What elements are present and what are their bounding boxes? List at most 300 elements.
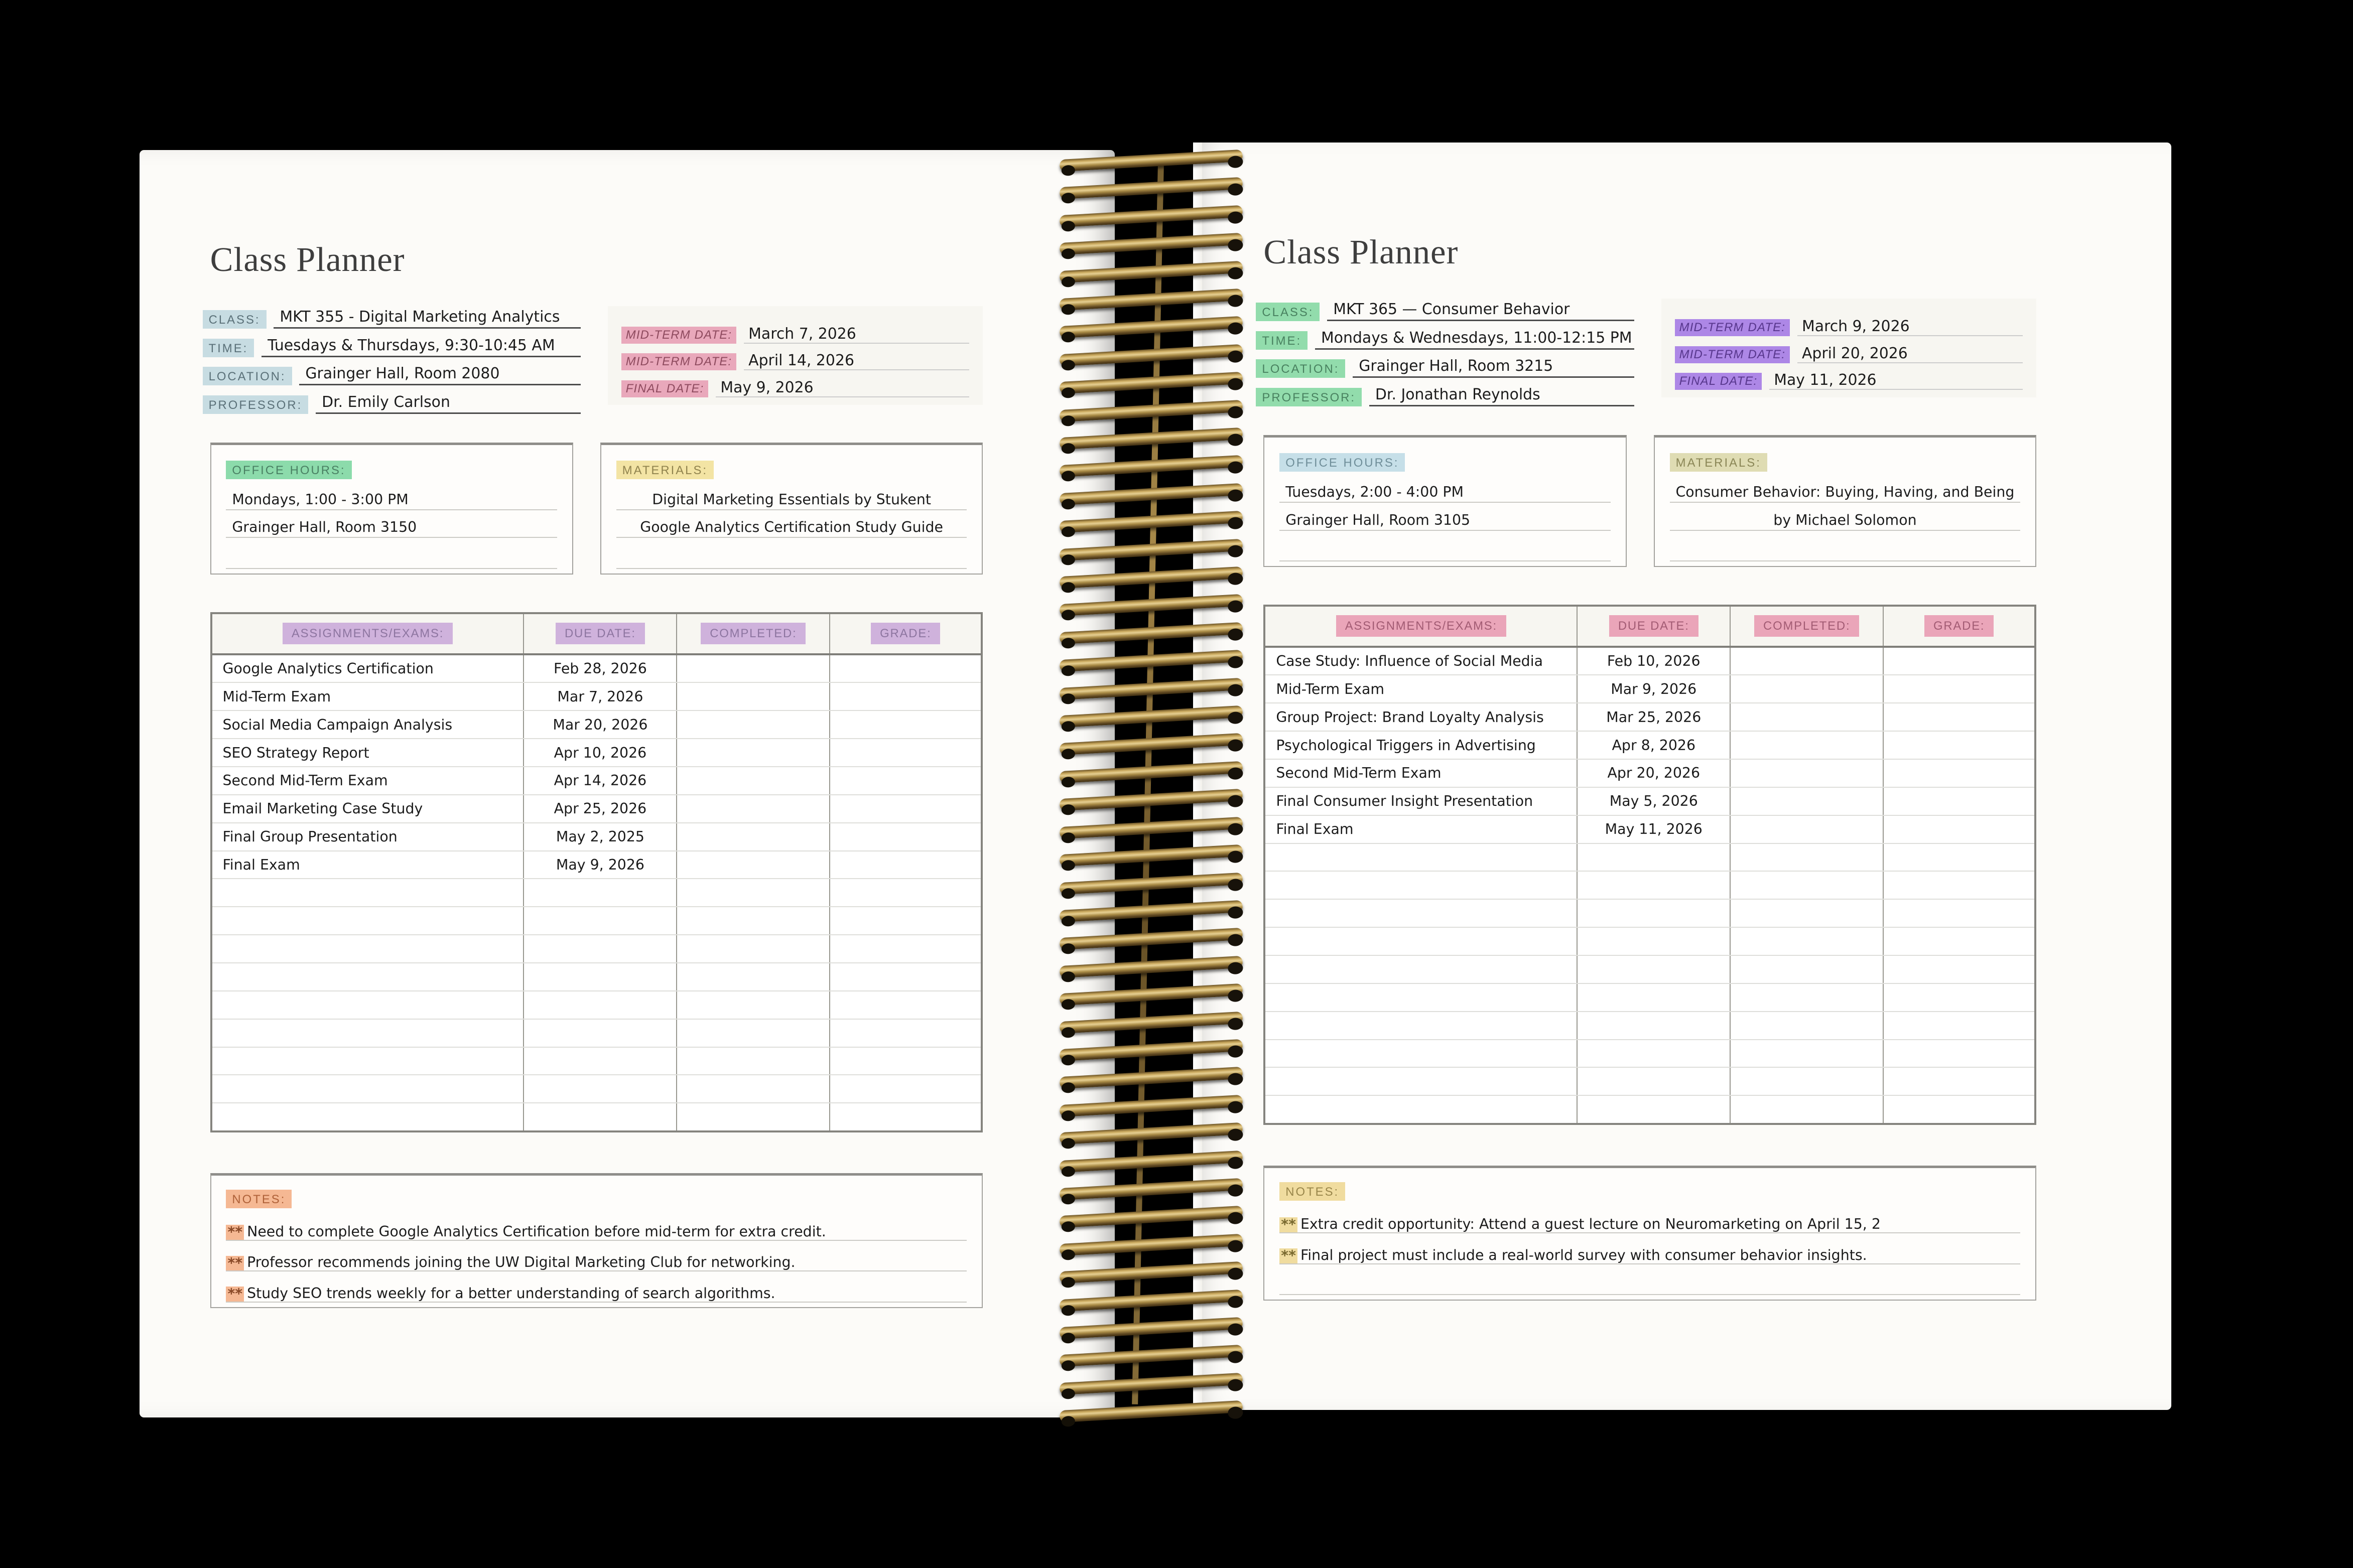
professor-label: PROFESSOR: [203,395,309,414]
grade-header-cell [1884,607,2034,646]
table-row [1265,872,2034,900]
final-date-row [621,370,970,397]
professor-value: Dr. Jonathan Reynolds [1369,386,1634,406]
spiral-coil [1059,733,1243,755]
grade-cell [1884,1096,2034,1123]
due-date-cell [1578,1096,1731,1123]
professor-value: Dr. Emily Carlson [316,393,581,414]
time-label: TIME: [1256,331,1308,350]
completed-cell [1731,900,1884,927]
grade-cell [830,1103,981,1130]
grade-cell [830,1020,981,1047]
midterm-date-row-2 [1675,336,2023,363]
spiral-coil [1059,872,1243,894]
completed-cell [677,879,830,906]
grade-cell [1884,816,2034,843]
assignment-cell [1265,1068,1578,1095]
table-row [212,907,981,935]
spiral-coil [1059,1234,1243,1256]
office-hours-line-1: Mondays, 1:00 - 3:00 PM [226,482,557,510]
materials-line-2: Google Analytics Certification Study Guide [616,510,967,538]
class-row [203,300,581,329]
assignment-cell [212,1103,525,1130]
location-label: LOCATION: [1256,359,1345,378]
assignment-cell: Second Mid-Term Exam [1265,760,1578,787]
materials-line-1: Consumer Behavior: Buying, Having, and Being [1670,475,2021,503]
completed-header-label: COMPLETED: [1754,615,1859,637]
assignment-cell: Mid-Term Exam [212,683,525,710]
completed-cell [677,963,830,990]
note-text: Need to complete Google Analytics Certification before mid-term for extra credit. [247,1223,826,1240]
completed-cell [1731,816,1884,843]
midterm-date-value-1: March 7, 2026 [744,325,969,344]
completed-cell [677,935,830,962]
note-line [1279,1202,2020,1233]
assignment-cell [212,935,525,962]
spiral-coil [1059,566,1243,589]
assignments-table-header [212,614,981,655]
assignment-cell: Psychological Triggers in Advertising [1265,732,1578,759]
notes-label: NOTES: [226,1190,292,1208]
time-value: Tuesdays & Thursdays, 9:30-10:45 AM [262,337,581,357]
assignment-cell: Final Exam [1265,816,1578,843]
note-text: Final project must include a real-world survey with consumer behavior insights. [1300,1246,1867,1263]
table-row [1265,956,2034,984]
spiral-coil [1059,761,1243,783]
spiral-coil [1059,483,1243,505]
spiral-coil [1059,399,1243,421]
grade-header-cell [830,614,981,653]
completed-cell [677,683,830,710]
completed-cell [677,795,830,822]
due-date-cell [524,879,677,906]
due-date-cell: Feb 28, 2026 [524,655,677,682]
assignments-table [210,612,983,1132]
grade-cell [830,711,981,738]
table-row [212,795,981,823]
final-date-row [1675,363,2023,390]
grade-cell [830,907,981,934]
class-label: CLASS: [203,310,267,329]
table-row [1265,732,2034,760]
note-line [1279,1264,2020,1296]
completed-cell [677,851,830,879]
due-date-cell: May 9, 2026 [524,851,677,879]
due-date-cell [1578,984,1731,1011]
office-hours-box [1263,435,1627,567]
notes-box [210,1173,983,1308]
grade-cell [1884,984,2034,1011]
midterm-date-value-2: April 20, 2026 [1797,345,2023,363]
spiral-coil [1059,289,1243,311]
grade-header-label: GRADE: [871,623,940,644]
completed-cell [677,1075,830,1102]
due-date-cell: Apr 8, 2026 [1578,732,1731,759]
professor-row [1256,378,1634,406]
grade-cell [830,1075,981,1102]
due-date-cell [1578,844,1731,871]
spiral-coil [1059,455,1243,477]
spiral-coil [1059,233,1243,255]
table-row [212,655,981,683]
class-info-block [1256,293,1634,406]
grade-cell [830,1048,981,1075]
class-value: MKT 365 — Consumer Behavior [1327,301,1634,321]
due-date-cell [524,1020,677,1047]
grade-cell [1884,900,2034,927]
table-row [212,991,981,1020]
spiral-coil [1059,677,1243,699]
due-date-header-cell [524,614,677,653]
page-title: Class Planner [1263,233,1459,271]
materials-box [600,443,983,575]
midterm-date-value-2: April 14, 2026 [744,352,969,370]
table-row [1265,788,2034,816]
note-marker: ** [226,1256,244,1271]
page-title: Class Planner [210,240,405,279]
assignment-cell: Mid-Term Exam [1265,675,1578,702]
spiral-coil [1059,344,1243,366]
table-row [1265,703,2034,732]
due-date-cell: May 11, 2026 [1578,816,1731,843]
table-row [212,1048,981,1076]
materials-label: MATERIALS: [1670,453,1767,472]
spiral-coil [1059,789,1243,811]
completed-cell [1731,732,1884,759]
completed-cell [1731,844,1884,871]
assignment-cell: Final Consumer Insight Presentation [1265,788,1578,815]
assignments-table-body [1265,648,2034,1123]
final-date-value: May 11, 2026 [1769,371,2023,390]
grade-cell [830,767,981,794]
grade-cell [1884,703,2034,731]
assignment-cell: Social Media Campaign Analysis [212,711,525,738]
note-text: Extra credit opportunity: Attend a guest lecture on Neuromarketing on April 15, 2 [1300,1215,1881,1232]
grade-cell [1884,1068,2034,1095]
spiral-coil [1059,177,1243,199]
note-marker: ** [226,1225,244,1240]
spiral-coil [1059,372,1243,394]
completed-cell [1731,1096,1884,1123]
class-row [1256,293,1634,321]
spiral-coil [1059,1261,1243,1284]
spiral-coil [1059,1345,1243,1367]
location-label: LOCATION: [203,367,292,385]
grade-cell [830,655,981,682]
table-row [1265,1012,2034,1040]
due-date-cell: May 2, 2025 [524,823,677,850]
midterm-date-label-2: MID-TERM DATE: [1675,346,1790,363]
note-line [226,1241,967,1272]
due-date-cell: Apr 20, 2026 [1578,760,1731,787]
final-date-label: FINAL DATE: [1675,373,1762,390]
due-date-cell [524,935,677,962]
spiral-coil [1059,1011,1243,1033]
assignment-cell [212,963,525,990]
table-row [212,1075,981,1103]
completed-cell [677,767,830,794]
midterm-date-row-2 [621,344,970,371]
table-row [212,823,981,851]
grade-cell [1884,675,2034,702]
assignments-table [1263,605,2036,1125]
table-row [212,851,981,880]
spiral-coil [1059,928,1243,950]
spiral-coil [1059,316,1243,338]
grade-cell [830,851,981,879]
due-date-cell [524,907,677,934]
final-date-label: FINAL DATE: [621,380,709,397]
completed-cell [1731,956,1884,983]
exam-dates-panel [608,306,983,405]
exam-dates-panel [1661,299,2036,397]
materials-line-1: Digital Marketing Essentials by Stukent [616,482,967,510]
materials-label: MATERIALS: [616,461,714,479]
office-hours-line-empty [226,553,557,569]
spiral-coil [1059,1206,1243,1228]
completed-header-label: COMPLETED: [701,623,806,644]
assignment-cell [212,1020,525,1047]
assignments-header-label: ASSIGNMENTS/EXAMS: [283,623,453,644]
spiral-coil [1059,1150,1243,1172]
spiral-coil [1059,1039,1243,1061]
grade-cell [1884,1012,2034,1039]
due-date-cell [1578,900,1731,927]
completed-cell [677,823,830,850]
completed-cell [677,1020,830,1047]
assignment-cell [1265,844,1578,871]
completed-cell [1731,648,1884,675]
materials-line-empty [616,553,967,569]
office-hours-label: OFFICE HOURS: [1279,453,1405,472]
notes-box [1263,1166,2036,1301]
assignment-cell [1265,956,1578,983]
due-date-cell [524,1048,677,1075]
assignment-cell [1265,900,1578,927]
spiral-binding [1060,155,1243,1417]
spiral-coil [1059,705,1243,728]
table-row [212,935,981,963]
spiral-coil [1059,817,1243,839]
midterm-date-label-2: MID-TERM DATE: [621,353,736,370]
grade-cell [1884,872,2034,899]
table-row [1265,760,2034,788]
spiral-coil [1059,205,1243,227]
due-date-cell: Mar 7, 2026 [524,683,677,710]
grade-cell [830,795,981,822]
assignment-cell [1265,872,1578,899]
table-row [212,963,981,991]
office-hours-line-2: Grainger Hall, Room 3105 [1279,503,1611,531]
due-date-cell [1578,928,1731,955]
table-row [212,739,981,767]
spiral-coil [1059,427,1243,450]
spiral-coil [1059,1373,1243,1395]
assignment-cell [1265,984,1578,1011]
midterm-date-value-1: March 9, 2026 [1797,318,2023,336]
table-row [1265,1096,2034,1123]
grade-cell [830,683,981,710]
due-date-cell [1578,956,1731,983]
spiral-coil [1059,1178,1243,1200]
class-info-block [203,300,581,414]
assignment-cell [1265,1040,1578,1067]
professor-row [203,385,581,414]
completed-cell [1731,1068,1884,1095]
due-date-cell [1578,1012,1731,1039]
grade-cell [1884,760,2034,787]
table-row [212,767,981,795]
spiral-coil [1059,1095,1243,1117]
time-row [1256,321,1634,350]
completed-cell [1731,872,1884,899]
assignment-cell [1265,928,1578,955]
due-date-cell [524,1075,677,1102]
grade-cell [830,823,981,850]
note-text: Professor recommends joining the UW Digital Marketing Club for networking. [247,1254,796,1271]
class-label: CLASS: [1256,303,1320,321]
table-row [1265,816,2034,844]
table-row [212,683,981,711]
due-date-cell: Apr 25, 2026 [524,795,677,822]
completed-cell [1731,984,1884,1011]
spiral-coil [1059,1317,1243,1339]
office-hours-line-empty [1279,545,1611,561]
office-hours-line-2: Grainger Hall, Room 3150 [226,510,557,538]
notes-label: NOTES: [1279,1182,1345,1201]
notes-lines [226,1210,967,1303]
completed-cell [677,1048,830,1075]
assignment-cell [212,907,525,934]
due-date-cell: Mar 25, 2026 [1578,703,1731,731]
materials-box [1654,435,2036,567]
location-value: Grainger Hall, Room 3215 [1353,357,1634,378]
assignment-cell [212,879,525,906]
spiral-coil [1059,511,1243,533]
note-line [226,1210,967,1241]
grade-cell [1884,956,2034,983]
due-date-cell [1578,1068,1731,1095]
due-date-cell [1578,1040,1731,1067]
completed-cell [677,991,830,1019]
due-date-cell: Apr 10, 2026 [524,739,677,766]
midterm-date-row-1 [1675,309,2023,336]
completed-cell [1731,928,1884,955]
spiral-coil [1059,844,1243,867]
note-text: Study SEO trends weekly for a better understanding of search algorithms. [247,1285,775,1302]
grade-cell [1884,732,2034,759]
assignment-cell: Group Project: Brand Loyalty Analysis [1265,703,1578,731]
assignment-cell [1265,1012,1578,1039]
completed-header-cell [677,614,830,653]
table-row [1265,900,2034,928]
office-hours-line-1: Tuesdays, 2:00 - 4:00 PM [1279,475,1611,503]
table-row [1265,844,2034,872]
spiral-coil [1059,956,1243,978]
notes-lines [1279,1202,2020,1295]
materials-line-empty [1670,545,2021,561]
location-row [1256,350,1634,378]
table-row [212,711,981,739]
planner-page-left [140,150,1115,1417]
midterm-date-label-1: MID-TERM DATE: [621,327,736,344]
completed-cell [677,739,830,766]
assignments-header-label: ASSIGNMENTS/EXAMS: [1336,615,1506,637]
midterm-date-row-1 [621,317,970,344]
completed-cell [677,655,830,682]
grade-cell [1884,648,2034,675]
completed-cell [1731,1040,1884,1067]
assignment-cell: Final Exam [212,851,525,879]
time-row [203,329,581,357]
note-marker: ** [1279,1248,1297,1263]
grade-cell [1884,844,2034,871]
location-row [203,357,581,386]
spiral-coil [1059,1289,1243,1311]
spiral-coil [1059,538,1243,560]
grade-cell [830,963,981,990]
completed-cell [1731,788,1884,815]
due-date-cell: May 5, 2026 [1578,788,1731,815]
professor-label: PROFESSOR: [1256,388,1362,406]
assignment-cell [1265,1096,1578,1123]
note-line [1279,1233,2020,1264]
spiral-coil [1059,650,1243,672]
due-date-cell: Mar 9, 2026 [1578,675,1731,702]
spiral-coil [1059,622,1243,644]
assignment-cell: SEO Strategy Report [212,739,525,766]
due-date-cell [524,963,677,990]
location-value: Grainger Hall, Room 2080 [299,365,581,385]
spiral-coil [1059,260,1243,282]
spiral-coil [1059,1400,1243,1422]
table-row [212,1103,981,1130]
table-row [1265,1040,2034,1068]
assignments-header-cell [1265,607,1578,646]
completed-cell [677,1103,830,1130]
table-row [1265,1068,2034,1096]
spiral-coil [1059,900,1243,922]
grade-cell [830,739,981,766]
time-value: Mondays & Wednesdays, 11:00-12:15 PM [1315,329,1634,350]
assignment-cell: Final Group Presentation [212,823,525,850]
assignment-cell: Second Mid-Term Exam [212,767,525,794]
completed-cell [1731,703,1884,731]
due-date-cell: Mar 20, 2026 [524,711,677,738]
assignment-cell [212,1048,525,1075]
midterm-date-label-1: MID-TERM DATE: [1675,319,1790,336]
grade-cell [1884,928,2034,955]
due-date-cell [1578,872,1731,899]
table-row [1265,648,2034,676]
assignments-table-body [212,655,981,1131]
note-marker: ** [226,1287,244,1302]
assignment-cell: Case Study: Influence of Social Media [1265,648,1578,675]
due-date-cell: Feb 10, 2026 [1578,648,1731,675]
spiral-coil [1059,594,1243,616]
table-row [212,879,981,907]
assignment-cell [212,991,525,1019]
due-date-cell [524,991,677,1019]
assignments-table-header [1265,607,2034,648]
grade-cell [830,991,981,1019]
time-label: TIME: [203,339,254,357]
grade-cell [830,879,981,906]
spiral-coil [1059,1067,1243,1089]
due-date-cell [524,1103,677,1130]
completed-cell [1731,675,1884,702]
completed-cell [677,907,830,934]
